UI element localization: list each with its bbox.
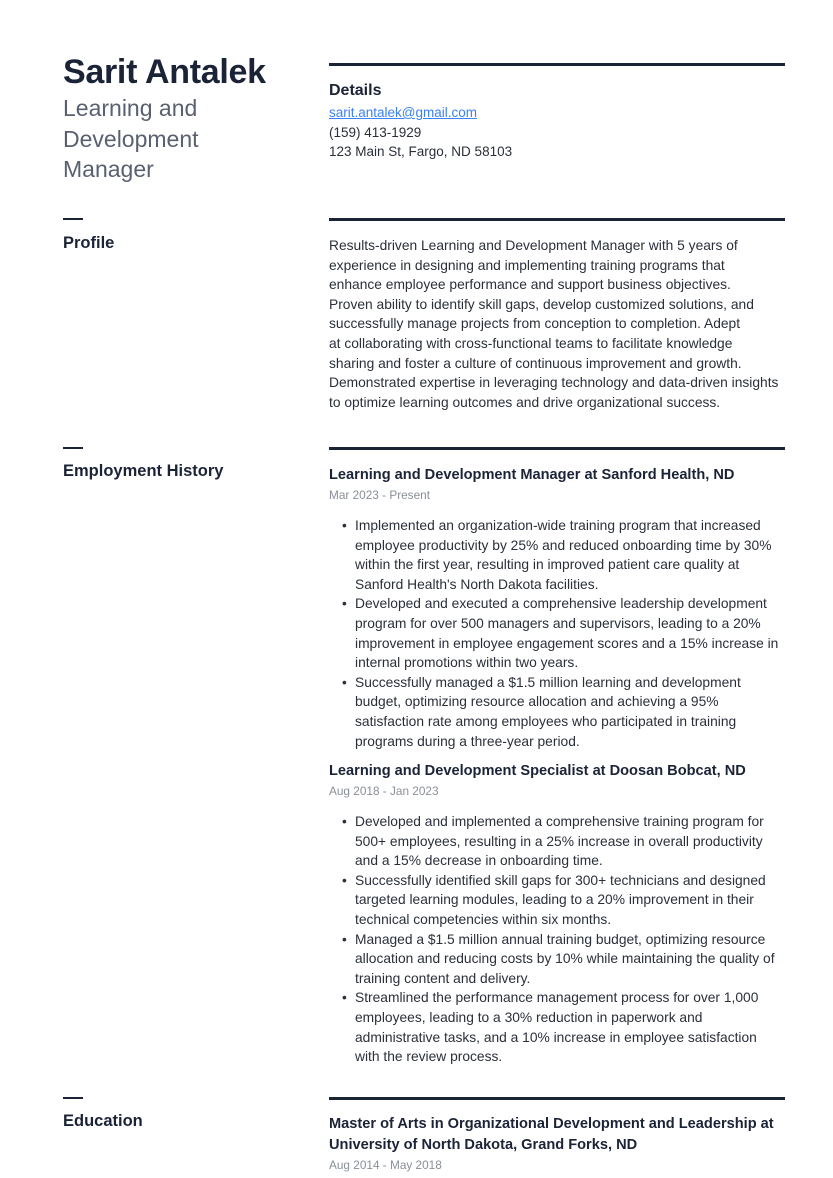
profile-line: sharing and foster a culture of continuous improvement and growth.	[329, 355, 742, 371]
section-rule	[329, 1097, 785, 1100]
job-dates: Aug 2018 - Jan 2023	[329, 784, 439, 798]
education-entry	[329, 1114, 785, 1172]
profile-line: Results-driven Learning and Development Manager with 5 years of	[329, 238, 738, 253]
profile-line: Proven ability to identify skill gaps, develop customized solutions, and	[329, 296, 754, 312]
profile-line: to optimize learning outcomes and drive organizational success.	[329, 394, 721, 410]
job-bullet: • Managed a $1.5 million annual training budget, optimizing resource allocation and reducing costs by 10% while maintaining the quality of training content and delivery.	[355, 930, 785, 989]
section-rule	[329, 218, 785, 221]
profile-line: at collaborating with cross-functional teams to facilitate knowledge	[329, 335, 733, 351]
job-bullet: • Developed and implemented a comprehensive training program for 500+ employees, resulting in a 25% increase in overall productivity and a 15% decrease in onboarding time.	[355, 812, 785, 871]
job-bullets	[329, 812, 785, 1067]
education-heading: Education	[63, 1112, 143, 1130]
profile-text	[329, 236, 785, 412]
job-title: Learning and Development Specialist at Doosan Bobcat, ND	[329, 763, 746, 779]
section-rule	[329, 447, 785, 450]
employment-heading: Employment History	[63, 462, 224, 480]
education-dates: Aug 2014 - May 2018	[329, 1158, 442, 1172]
job-bullet: • Developed and executed a comprehensive leadership development program for over 500 managers and supervisors, leading to a 20% improvement in employee engagement scores and a 15% increase in internal promotions within two years.	[355, 594, 785, 672]
candidate-name: Sarit Antalek	[63, 53, 266, 91]
degree-title	[329, 1114, 785, 1156]
section-rule	[329, 63, 785, 66]
section-dash	[63, 1097, 83, 1099]
candidate-title-line: Manager	[63, 156, 154, 182]
job-bullet: • Streamlined the performance management process for over 1,000 employees, leading to a 30% reduction in paperwork and administrative tasks, and a 10% increase in employee satisfaction with the review process.	[355, 988, 785, 1066]
address: 123 Main St, Fargo, ND 58103	[329, 144, 513, 159]
email-link[interactable]: sarit.antalek@gmail.com	[329, 105, 478, 120]
candidate-title-line: Learning and	[63, 95, 198, 121]
job-dates: Mar 2023 - Present	[329, 488, 430, 502]
profile-line: experience in designing and implementing training programs that	[329, 257, 725, 273]
profile-line: Demonstrated expertise in leveraging technology and data-driven insights	[329, 375, 779, 391]
section-dash	[63, 447, 83, 449]
phone-number: (159) 413-1929	[329, 124, 422, 140]
profile-line: successfully manage projects from conception to completion. Adept	[329, 316, 741, 332]
degree-title-line: Master of Arts in Organizational Development and Leadership at	[329, 1116, 774, 1132]
contact-block	[329, 103, 785, 162]
job-bullet: • Successfully managed a $1.5 million learning and development budget, optimizing resource allocation and achieving a 95% satisfaction rate among employees who participated in training programs during a three-year period.	[355, 673, 785, 751]
job-bullet: • Successfully identified skill gaps for 300+ technicians and designed targeted learning modules, leading to a 20% improvement in their technical competencies within six months.	[355, 871, 785, 930]
job-title: Learning and Development Manager at Sanford Health, ND	[329, 467, 735, 483]
job-entry	[329, 761, 785, 1067]
profile-line: enhance employee performance and support business objectives.	[329, 277, 731, 293]
degree-title-line: University of North Dakota, Grand Forks, ND	[329, 1137, 638, 1153]
job-entry	[329, 465, 785, 751]
job-bullet: • Implemented an organization-wide training program that increased employee productivity by 25% and reduced onboarding time by 30% within the first year, resulting in improved patient care quality at Sanford Health's North Dakota facilities.	[355, 516, 785, 594]
details-heading: Details	[329, 82, 382, 99]
profile-heading: Profile	[63, 234, 115, 252]
job-bullets	[329, 516, 785, 751]
candidate-title	[63, 93, 293, 185]
section-dash	[63, 218, 83, 220]
candidate-title-line: Development	[63, 125, 199, 152]
